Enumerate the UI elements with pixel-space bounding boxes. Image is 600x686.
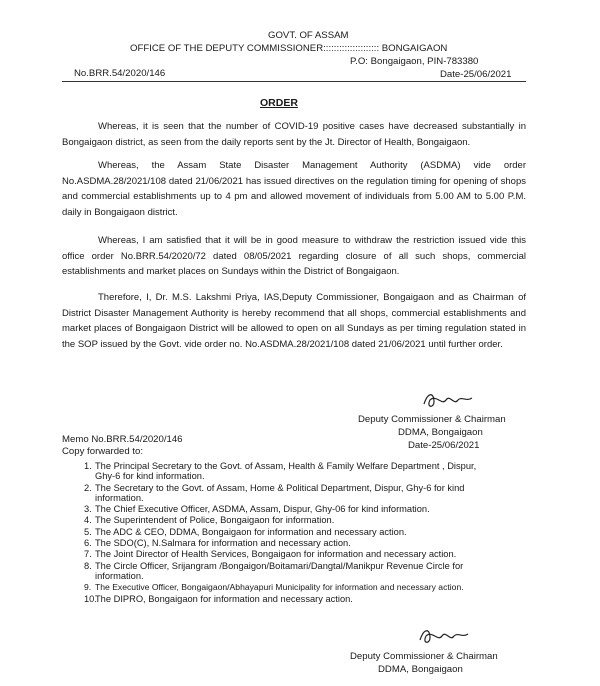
signatory-title: Deputy Commissioner & Chairman [358,414,506,425]
recipient-list [84,461,514,605]
copy-forwarded-label: Copy forwarded to: [62,446,144,457]
list-item: 9. The Executive Officer, Bongaigaon/Abhayapuri Municipality for information and necessary action. [84,582,464,593]
list-item: 10.The DIPRO, Bongaigaon for information and necessary action. [84,593,353,604]
signatory-title: Deputy Commissioner & Chairman [350,651,498,662]
list-item: 1. The Principal Secretary to the Govt. of Assam, Health & Family Welfare Department , Dispur, Ghy-6 for kind information. [84,461,477,482]
paragraph-2: Whereas, the Assam State Disaster Management Authority (ASDMA) vide order No.ASDMA.28/2021/108 dated 21/06/2021 has issued directives on the regulation timing for opening of shops and commercial establishments up to 4 pm and allowed movement of individuals from 5.00 AM to 5.00 P.M. daily in Bongaigaon district. [62,160,526,218]
list-item: 3. The Chief Executive Officer, ASDMA, Assam, Dispur, Ghy-06 for kind information. [84,504,430,515]
paragraph-1: Whereas, it is seen that the number of COVID-19 positive cases have decreased substantially in Bongaigaon district, as seen from the daily reports sent by the Jt. Director of Health, Bongaigaon. [62,121,526,148]
list-item: 5. The ADC & CEO, DDMA, Bongaigaon for information and necessary action. [84,526,407,537]
signature-scribble [416,624,476,648]
reference-number: No.BRR.54/2020/146 [74,68,166,79]
paragraph-4: Therefore, I, Dr. M.S. Lakshmi Priya, IAS,Deputy Commissioner, Bongaigaon and as Chairman of District Disaster Management Authority is hereby recommend that all shops, commercial establishments and market places of Bongaigaon District will be allowed to open on all Sundays as per timing regulation stated in the SOP issued by the Govt. vide order no. No.ASDMA.28/2021/108 dated 21/06/2021 until further order. [62,292,526,350]
signature-date: Date-25/06/2021 [408,440,480,451]
list-item: 2. The Secretary to the Govt. of Assam, Home & Political Department, Dispur, Ghy-6 for kind information. [84,482,465,503]
paragraph-3: Whereas, I am satisfied that it will be in good measure to withdraw the restriction issued vide this office order No.BRR.54/2020/72 dated 08/05/2021 regarding closure of all such shops, commercial establishments and market places on Sundays within the District of Bongaigaon. [62,235,526,277]
page-title: ORDER [260,97,298,109]
header-divider [62,81,526,82]
office-address: P.O: Bongaigaon, PIN-783380 [350,56,479,67]
office-header: OFFICE OF THE DEPUTY COMMISSIONER::::::::::::::::::::: BONGAIGAON [130,43,448,54]
signature-scribble [420,388,480,412]
list-item: 4. The Superintendent of Police, Bongaigaon for information. [84,515,335,526]
signatory-office: DDMA, Bongaigaon [378,664,463,675]
order-date: Date-25/06/2021 [440,69,512,80]
list-item: 7. The Joint Director of Health Services, Bongaigaon for information and necessary action. [84,549,457,560]
signatory-office: DDMA, Bongaigaon [398,427,483,438]
list-item: 8. The Circle Officer, Srijangram /Bongaigon/Boitamari/Dangtal/Manikpur Revenue Circle for information. [84,560,464,581]
govt-header: GOVT. OF ASSAM [268,30,349,41]
list-item: 6. The SDO(C), N.Salmara for information and necessary action. [84,538,351,549]
memo-number: Memo No.BRR.54/2020/146 [62,434,183,445]
